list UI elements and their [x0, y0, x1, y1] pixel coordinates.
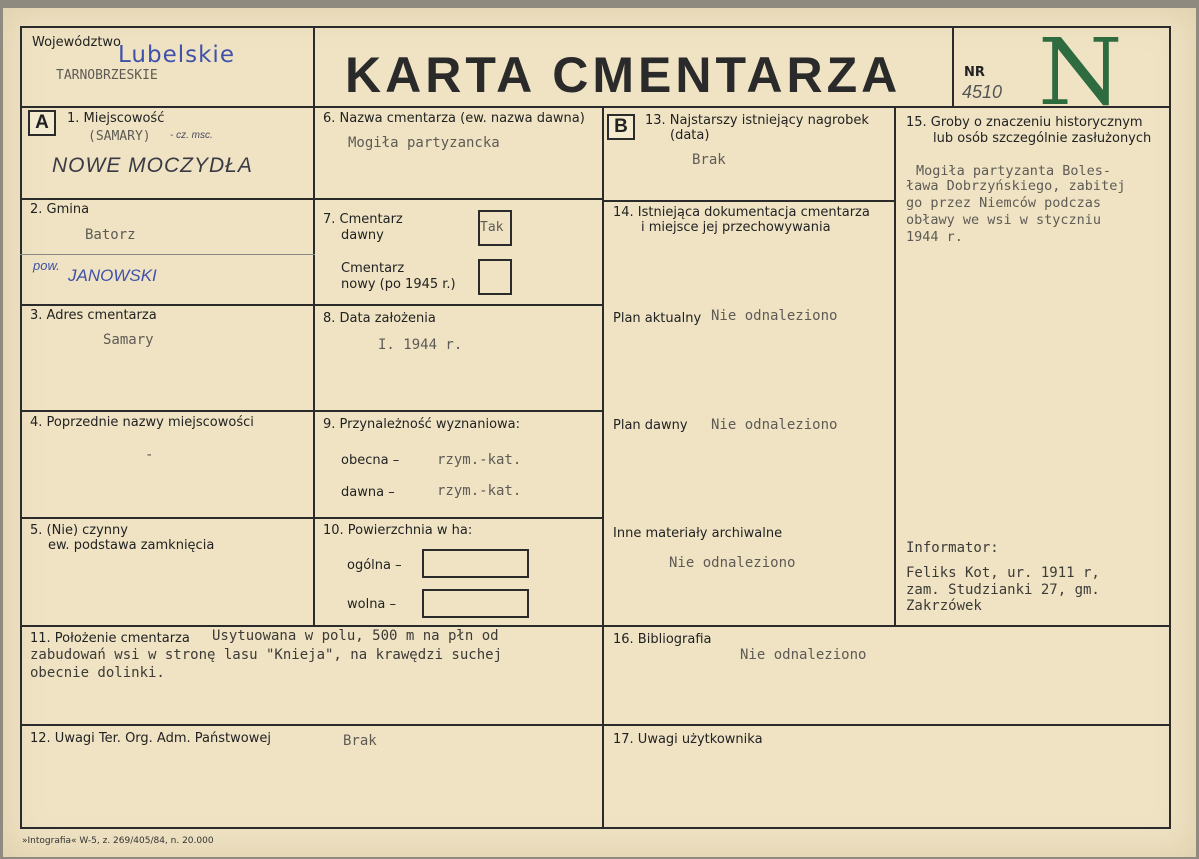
- rule-under-f3: [20, 410, 604, 412]
- plan-current-value: Nie odnaleziono: [711, 308, 838, 324]
- f14-label-1: 14. Istniejąca dokumentacja cmentarza: [613, 205, 870, 220]
- f9-current-label: obecna –: [341, 453, 400, 468]
- f10-free-label: wolna –: [347, 597, 397, 612]
- old-region: TARNOBRZESKIE: [56, 68, 158, 83]
- f10-free-field[interactable]: [422, 589, 529, 618]
- f7-label-2: dawny: [341, 228, 384, 243]
- f7-old-value: Tak: [480, 220, 504, 235]
- f15-line-1: Mogiła partyzanta Boles-: [916, 163, 1112, 179]
- f2-hand-prefix: pow.: [33, 258, 60, 273]
- f12-label: 12. Uwagi Ter. Org. Adm. Państwowej: [30, 731, 271, 746]
- f14-label-2: i miejsce jej przechowywania: [641, 220, 831, 235]
- f11-line-2: zabudowań wsi w stronę lasu "Knieja", na krawędzi suchej: [30, 647, 503, 663]
- rule-under-f7: [315, 304, 604, 306]
- f8-label: 8. Data założenia: [323, 311, 436, 326]
- archive-label: Inne materiały archiwalne: [613, 526, 783, 541]
- rule-under-f6: [315, 198, 604, 200]
- rule-under-f1: [20, 198, 315, 200]
- f7-label-1: 7. Cmentarz: [323, 212, 403, 227]
- f11-label: 11. Położenie cmentarza: [30, 631, 190, 646]
- card-title: KARTA CMENTARZA: [345, 47, 902, 103]
- plan-old-label: Plan dawny: [613, 418, 688, 433]
- f15-line-4: obławy we wsi w styczniu: [906, 212, 1102, 228]
- f2-hand-value: JANOWSKI: [68, 266, 157, 285]
- rule-header-right: [952, 26, 954, 106]
- rule-header-left: [313, 26, 315, 106]
- f11-line-1: Usytuowana w polu, 500 m na płn od: [212, 628, 499, 644]
- f13-label-2: (data): [670, 128, 710, 143]
- rule-under-header: [20, 106, 1171, 108]
- informant-label: Informator:: [906, 540, 999, 556]
- f4-value: -: [145, 447, 154, 463]
- f5-label-2: ew. podstawa zamknięcia: [48, 538, 215, 553]
- f3-label: 3. Adres cmentarza: [30, 308, 157, 323]
- archive-value: Nie odnaleziono: [669, 555, 796, 571]
- f15-line-2: ława Dobrzyńskiego, zabitej: [906, 178, 1126, 194]
- f2-value: Batorz: [85, 227, 136, 243]
- wojewodztwo-label: Województwo: [32, 35, 122, 50]
- f1-old-name: (SAMARY): [88, 129, 151, 144]
- f2-thin-rule: [20, 254, 315, 255]
- f15-line-3: go przez Niemców podczas: [906, 195, 1102, 211]
- f9-current-value: rzym.-kat.: [437, 452, 522, 468]
- f13-label-1: 13. Najstarszy istniejący nagrobek: [645, 113, 869, 128]
- rule-under-row11: [20, 724, 1171, 726]
- f7b-label-1: Cmentarz: [341, 261, 405, 276]
- section-a-box: A: [28, 110, 56, 136]
- f7-new-checkbox[interactable]: [478, 259, 512, 295]
- f5-label-1: 5. (Nie) czynny: [30, 523, 128, 538]
- f9-former-label: dawna –: [341, 485, 395, 500]
- f8-value: I. 1944 r.: [378, 337, 463, 353]
- f12-value: Brak: [343, 733, 377, 749]
- f2-label: 2. Gmina: [30, 202, 90, 217]
- nr-value: 4510: [962, 82, 1003, 102]
- informant-line-2: zam. Studzianki 27, gm.: [906, 582, 1100, 598]
- f15-label-1: 15. Groby o znaczeniu historycznym: [906, 115, 1143, 130]
- f10-label: 10. Powierzchnia w ha:: [323, 523, 473, 538]
- f7b-label-2: nowy (po 1945 r.): [341, 277, 456, 292]
- rule-under-f13: [604, 200, 896, 202]
- f10-total-label: ogólna –: [347, 558, 402, 573]
- rule-col2: [602, 106, 604, 829]
- f9-label: 9. Przynależność wyznaniowa:: [323, 417, 521, 432]
- f1-value: NOWE MOCZYDŁA: [52, 154, 253, 177]
- nr-label: NR: [964, 65, 985, 80]
- rule-under-f2: [20, 304, 315, 306]
- rule-col3: [894, 106, 896, 625]
- f16-value: Nie odnaleziono: [740, 647, 867, 663]
- f11-line-3: obecnie dolinki.: [30, 665, 165, 681]
- rule-col1: [313, 106, 315, 625]
- f4-label: 4. Poprzednie nazwy miejscowości: [30, 415, 254, 430]
- f6-label: 6. Nazwa cmentarza (ew. nazwa dawna): [323, 111, 585, 126]
- f6-value: Mogiła partyzancka: [348, 135, 500, 151]
- wojewodztwo-stamp: Lubelskie: [118, 42, 235, 68]
- section-b-box: B: [607, 114, 635, 140]
- nr-letter: N: [1037, 19, 1123, 126]
- f15-line-5: 1944 r.: [906, 229, 963, 245]
- rule-under-f4: [20, 517, 604, 519]
- f3-value: Samary: [103, 332, 154, 348]
- informant-line-1: Feliks Kot, ur. 1911 r,: [906, 565, 1100, 581]
- informant-line-3: Zakrzówek: [906, 598, 982, 614]
- f1-note: - cz. msc.: [170, 130, 213, 141]
- f1-label: 1. Miejscowość: [67, 111, 165, 126]
- f10-total-field[interactable]: [422, 549, 529, 578]
- f13-value: Brak: [692, 152, 726, 168]
- f17-label: 17. Uwagi użytkownika: [613, 732, 763, 747]
- f9-former-value: rzym.-kat.: [437, 483, 522, 499]
- f16-label: 16. Bibliografia: [613, 632, 712, 647]
- f15-label-2: lub osób szczególnie zasłużonych: [933, 131, 1152, 146]
- rule-under-row5: [20, 625, 1171, 627]
- plan-old-value: Nie odnaleziono: [711, 417, 838, 433]
- printer-imprint: »Intografia« W-5, z. 269/405/84, n. 20.000: [22, 836, 214, 846]
- plan-current-label: Plan aktualny: [613, 311, 702, 326]
